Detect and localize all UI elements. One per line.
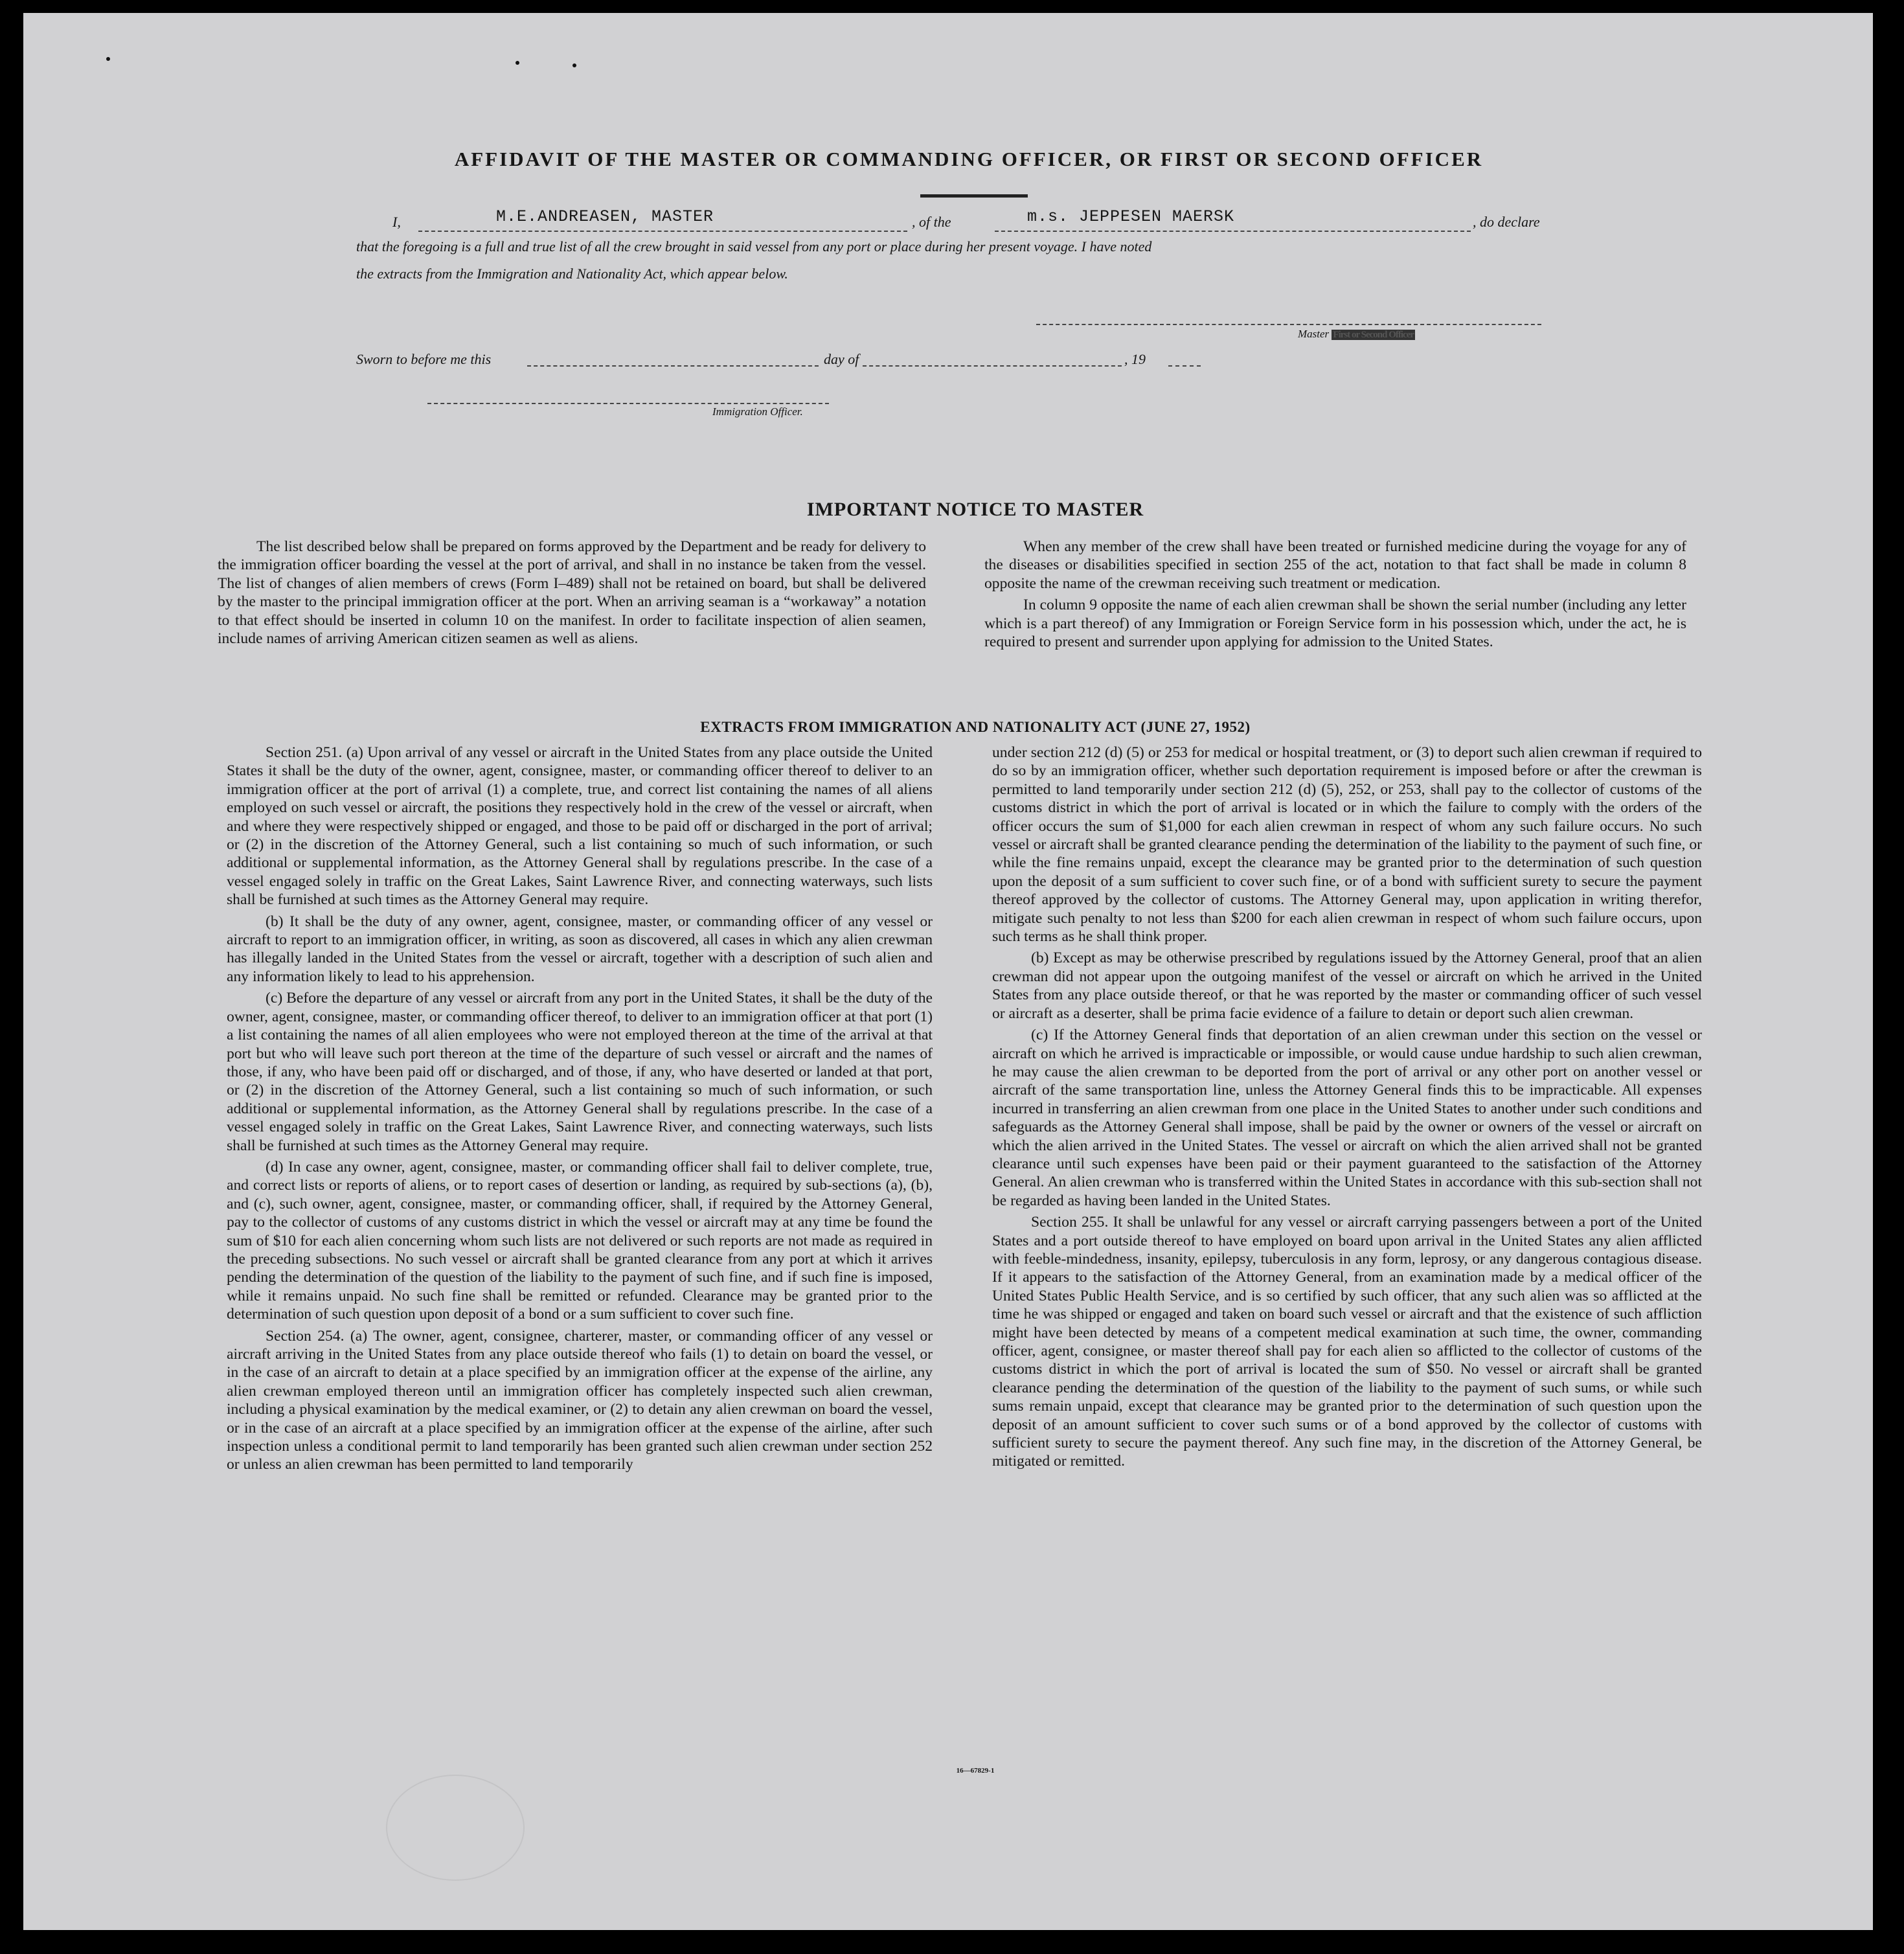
master-name-field[interactable] <box>418 207 907 232</box>
section-254-a-continued: under section 212 (d) (5) or 253 for medical or hospital treatment, or (3) to deport such alien crewman if required to do so by an immigration officer, whether such deportation requirement is imposed before or after the crewman is permitted to land temporarily under section 212 (d) (5), 252, or 253, shall pay to the collector of customs of the customs district in which the port of arrival is located or in which the failure to comply with the orders of the officer occurs the sum of $1,000 for each alien crewman in respect of whom any such failure occurs. No such vessel or aircraft shall be granted clearance pending the determination of the liability to the payment of such fine, or while the fine remains unpaid, except the clearance may be granted prior to the determination of such question upon the deposit of a sum sufficient to cover such fine, or of a bond with sufficient surety to secure the payment thereof approved by the collector of customs. The Attorney General may, upon application in writing therefor, mitigate such penalty to not less than $200 for each alien crewman in respect of whom such failure occurs, upon such terms as he shall think proper. <box>992 744 1702 946</box>
day-of-label: day of <box>824 351 859 367</box>
statement-line-1: that the foregoing is a full and true list of all the crew brought in said vessel from any port or place during her present voyage. I have noted <box>356 238 1152 255</box>
sworn-label: Sworn to before me this <box>356 351 492 367</box>
form-code: 16—67829-1 <box>956 1767 995 1775</box>
notice-left-paragraph: The list described below shall be prepared on forms approved by the Department and be ready for delivery to the immigration officer boarding the vessel at the port of arrival, and shall in no instance be taken from the vessel. The list of changes of alien members of crews (Form I–489) shall not be retained on board, but shall be delivered by the master to the principal immigration officer at the port. When an arriving seaman is a “workaway” a notation to that effect should be inserted in column 10 on the manifest. In order to facilitate inspection of alien seamen, include names of arriving American citizen seamen as well as aliens. <box>218 538 926 648</box>
extracts-right-column <box>992 744 1702 1474</box>
master-name-value: M.E.ANDREASEN, MASTER <box>496 207 714 226</box>
signature-caption-master: Master <box>1298 328 1330 340</box>
sworn-month-field[interactable] <box>863 350 1122 367</box>
dust-speck <box>106 57 110 61</box>
section-251-c: (c) Before the departure of any vessel or aircraft from any port in the United States, it shall be the duty of the owner, agent, consignee, master, or commanding officer thereof, to deliver to an immigration officer at that port (1) a list containing the names of all alien employees who were not employed thereon at the time of the arrival at that port but who will leave such port thereon at the time of the departure of such vessel or aircraft and the names of those, if any, who have been paid off or discharged, and of those, if any, who have deserted or landed at that port, or (2) in the discretion of the Attorney General, such a list containing so much of such information, or such additional or supplemental information, as the Attorney General shall by regulations prescribe. In the case of a vessel engaged solely in traffic on the Great Lakes, Saint Lawrence River, and connecting waterways, such lists shall be furnished at such times as the Attorney General may require. <box>227 990 933 1154</box>
faded-stamp-mark <box>386 1775 525 1881</box>
struck-officer-caption: First or Second Officer <box>1333 330 1414 340</box>
year-label: , 19 <box>1124 351 1146 367</box>
sworn-day-field[interactable] <box>527 350 819 367</box>
extracts-left-column <box>227 744 933 1477</box>
section-254-a: Section 254. (a) The owner, agent, consignee, charterer, master, or commanding officer of any vessel or aircraft arriving in the United States from any place outside thereof who fails (1) to detain on board the vessel, or in the case of an aircraft to detain at a place specified by an immigration officer at the expense of the airline, any alien crewman employed thereon until an immigration officer has completely inspected such alien crewman, including a physical examination by the medical examiner, or (2) to detain any alien crewman on board the vessel, or in the case of an aircraft at a place specified by an immigration officer at the expense of the airline, after such inspection unless a conditional permit to land temporarily has been granted such alien crewman under section 252 or unless an alien crewman has been permitted to land temporarily <box>227 1327 933 1473</box>
title-divider <box>920 194 1028 198</box>
section-254-c: (c) If the Attorney General finds that deportation of an alien crewman under this section on the vessel or aircraft on which he arrived is impracticable or impossible, or would cause undue hardship to such alien crewman, he may cause the alien crewman to be deported from the port of arrival or any other port on another vessel or aircraft of the same transportation line, unless the Attorney General finds this to be impracticable. All expenses incurred in transferring an alien crewman from one place in the United States to another under such conditions and safeguards as the Attorney General shall impose, shall be paid by the owner or owners of the vessel or aircraft on which the alien arrived in the United States. The vessel or aircraft on which the alien arrived shall not be granted clearance until such expenses have been paid or their payment guaranteed to the satisfaction of the Attorney General. An alien crewman who is transferred within the United States in accordance with this sub-section shall not be regarded as having been landed in the United States. <box>992 1027 1702 1209</box>
master-signature-field[interactable] <box>1036 313 1541 325</box>
vessel-name-value: m.s. JEPPESEN MAERSK <box>1027 207 1235 226</box>
notice-title: IMPORTANT NOTICE TO MASTER <box>806 499 1144 520</box>
notice-right-paragraph-1: When any member of the crew shall have been treated or furnished medicine during the voyage for any of the diseases or disabilities specified in section 255 of the act, notation to that fact shall be made in column 8 opposite the name of the crewman receiving such treatment or medication. <box>984 538 1686 592</box>
extracts-title: EXTRACTS FROM IMMIGRATION AND NATIONALITY ACT (JUNE 27, 1952) <box>700 719 1251 735</box>
of-the-label: , of the <box>912 214 951 230</box>
section-251-a: Section 251. (a) Upon arrival of any vessel or aircraft in the United States from any place outside the United States it shall be the duty of the owner, agent, consignee, master, or commanding officer thereof to deliver to an immigration officer at the port of arrival (1) a complete, true, and correct list containing the names of all aliens employed on such vessel or aircraft, the positions they respectively hold in the crew of the vessel or aircraft, when and where they were respectively shipped or engaged, and those to be paid off or discharged in the port of arrival; or (2) in the discretion of the Attorney General, such a list containing so much of such information, or such additional or supplemental information, as the Attorney General shall by regulations prescribe. In the case of a vessel engaged solely in traffic on the Great Lakes, Saint Lawrence River, and connecting waterways, such lists shall be furnished at such times as the Attorney General may require. <box>227 744 933 909</box>
section-251-d: (d) In case any owner, agent, consignee, master, or commanding officer shall fail to deliver complete, true, and correct lists or reports of aliens, or to report cases of desertion or landing, as required by sub-sections (a), (b), and (c), such owner, agent, consignee, master, or commanding officer, shall, if required by the Attorney General, pay to the collector of customs of any customs district in which the vessel or aircraft may at any time be found the sum of $10 for each alien concerning whom such lists are not delivered or such reports are not made as required in the preceding subsections. No such vessel or aircraft shall be granted clearance from any port at which it arrives pending the determination of the question of the liability to the payment of such fine, and if such fine is imposed, while it remains unpaid. No such fine shall be remitted or refunded. Clearance may be granted prior to the determination of such question upon deposit of a bond or a sum sufficient to cover such fine. <box>227 1158 933 1323</box>
vessel-name-field[interactable] <box>995 207 1471 232</box>
i-label: I, <box>392 214 401 230</box>
do-declare-label: , do declare <box>1473 214 1540 230</box>
notice-right-paragraph-2: In column 9 opposite the name of each alien crewman shall be shown the serial number (including any letter which is a part thereof) of any Immigration or Foreign Service form in his possession which, under the act, he is required to present and surrender upon applying for admission to the United States. <box>984 596 1686 651</box>
statement-line-2: the extracts from the Immigration and Nationality Act, which appear below. <box>356 266 788 282</box>
notice-left-column <box>218 538 926 651</box>
immigration-officer-signature-field[interactable] <box>427 392 829 404</box>
dust-speck <box>572 63 576 67</box>
signature-caption <box>1298 328 1415 341</box>
section-255: Section 255. It shall be unlawful for any vessel or aircraft carrying passengers between a port of the United States and a port outside thereof to have employed on board upon arrival in the United States any alien afflicted with feeble-mindedness, insanity, epilepsy, tuberculosis in any form, leprosy, or any dangerous contagious disease. If it appears to the satisfaction of the Attorney General, from an examination made by a medical officer of the United States Public Health Service, and is so certified by such officer, that any such alien was so afflicted at the time he was shipped or engaged and taken on board such vessel or aircraft and that the existence of such affliction might have been detected by means of a competent medical examination at such time, the owner, commanding officer, agent, consignee, or master thereof shall pay for each alien so afflicted to the collector of customs of the customs district in which the port of arrival is located the sum of $50. No vessel or aircraft shall be granted clearance pending the determination of the question of the liability to the payment of such sums, or while such sums remain unpaid, except that clearance may be granted prior to the determination of such question upon the deposit of an amount sufficient to cover such sums or of a bond approved by the collector of customs with sufficient surety to secure the payment thereof. Any such fine may, in the discretion of the Attorney General, be mitigated or remitted. <box>992 1214 1702 1470</box>
notice-right-column <box>984 538 1686 654</box>
immigration-officer-caption: Immigration Officer. <box>712 405 803 418</box>
sworn-year-field[interactable] <box>1168 350 1201 367</box>
section-251-b: (b) It shall be the duty of any owner, agent, consignee, master, or commanding officer of any vessel or aircraft to report to an immigration officer, in writing, as soon as discovered, all cases in which any alien crewman has illegally landed in the United States from the vessel or aircraft, together with a description of such alien and any information likely to lead to his apprehension. <box>227 913 933 985</box>
dust-speck <box>516 61 519 65</box>
section-254-b: (b) Except as may be otherwise prescribed by regulations issued by the Attorney General, proof that an alien crewman did not appear upon the outgoing manifest of the vessel or aircraft on which he arrived in the United States from any place outside thereof, or that he was reported by the master or commanding officer of such vessel or aircraft as a deserter, shall be prima facie evidence of a failure to detain or deport such alien crewman. <box>992 949 1702 1022</box>
affidavit-title: AFFIDAVIT OF THE MASTER OR COMMANDING OFFICER, OR FIRST OR SECOND OFFICER <box>454 148 1484 170</box>
document-page <box>23 13 1873 1930</box>
